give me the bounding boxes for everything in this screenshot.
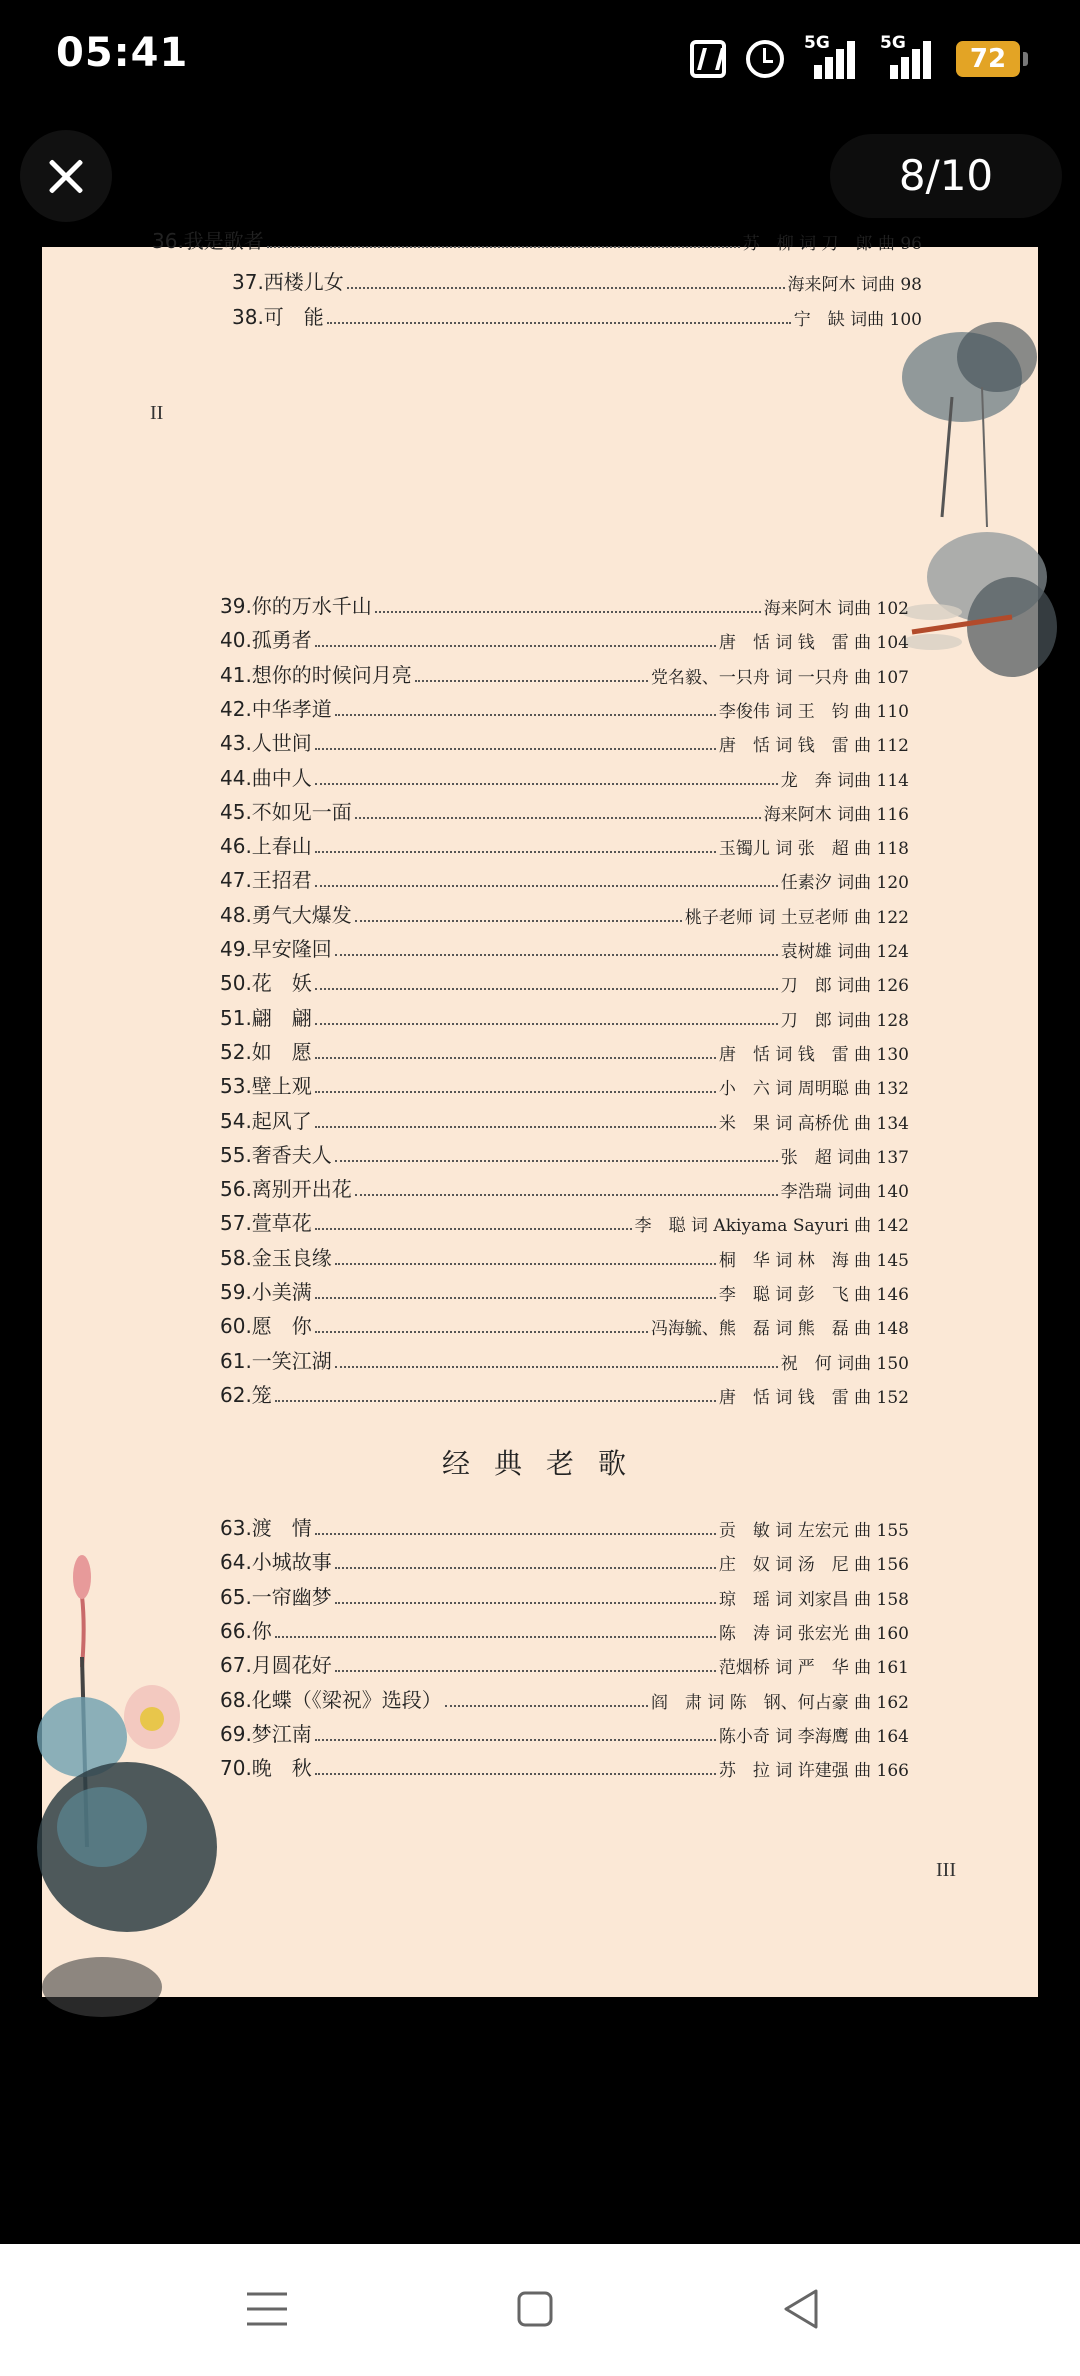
toc-row[interactable]: 46.上春山 玉镯儿 词 张 超 曲 118 (220, 834, 909, 860)
toc-row[interactable]: 39.你的万水千山 海来阿木 词曲 102 (220, 594, 909, 619)
toc-row[interactable]: 62.笼 唐 恬 词 钱 雷 曲 152 (220, 1382, 909, 1408)
system-nav-bar (0, 2244, 1080, 2376)
toc-row[interactable]: 66.你 陈 涛 词 张宏光 曲 160 (220, 1618, 909, 1644)
toc-row-cutoff: 36.我是歌者 苏 柳 词 刀 郎 曲 96 (152, 229, 922, 254)
network-label-2: 5G (880, 33, 906, 53)
menu-icon[interactable] (232, 2274, 302, 2344)
toc-row[interactable]: 65.一帘幽梦 琼 瑶 词 刘家昌 曲 158 (220, 1584, 909, 1610)
document-page[interactable] (42, 229, 1038, 1997)
toc-row[interactable]: 43.人世间 唐 恬 词 钱 雷 曲 112 (220, 731, 909, 757)
nfc-icon (690, 40, 726, 78)
toc-row[interactable]: 40.孤勇者 唐 恬 词 钱 雷 曲 104 (220, 628, 909, 654)
toc-row[interactable]: 51.翩 翩 刀 郎 词曲 128 (220, 1005, 909, 1031)
status-time: 05:41 (56, 30, 189, 76)
toc-row[interactable]: 63.渡 情 贡 敏 词 左宏元 曲 155 (220, 1516, 909, 1541)
toc-row[interactable]: 47.王招君 任素汐 词曲 120 (220, 868, 909, 894)
toc-row[interactable]: 60.愿 你 冯海毓、熊 磊 词 熊 磊 曲 148 (220, 1314, 909, 1340)
alarm-icon (746, 40, 784, 78)
toc-row[interactable]: 70.晚 秋 苏 拉 词 许建强 曲 166 (220, 1756, 909, 1782)
toc-row[interactable]: 57.萱草花 李 聪 词 Akiyama Sayuri 曲 142 (220, 1211, 909, 1237)
toc-row[interactable]: 44.曲中人 龙 奔 词曲 114 (220, 765, 909, 791)
page-number-left: II (150, 402, 164, 424)
signal-icon-2 (880, 33, 936, 79)
network-label-1: 5G (804, 33, 830, 53)
status-icons (690, 34, 1020, 84)
close-button[interactable] (20, 130, 112, 222)
toc-row[interactable]: 59.小美满 李 聪 词 彭 飞 曲 146 (220, 1280, 909, 1305)
toc-row[interactable]: 41.想你的时候问月亮 党名毅、一只舟 词 一只舟 曲 107 (220, 662, 909, 688)
toc-row[interactable]: 48.勇气大爆发 桃子老师 词 土豆老师 曲 122 (220, 902, 909, 928)
toc-row[interactable]: 52.如 愿 唐 恬 词 钱 雷 曲 130 (220, 1039, 909, 1065)
toc-row[interactable]: 56.离别开出花 李浩瑞 词曲 140 (220, 1177, 909, 1203)
lotus-painting-top (892, 267, 1042, 767)
toc-row[interactable]: 49.早安隆回 袁树雄 词曲 124 (220, 937, 909, 962)
status-bar (0, 0, 1080, 120)
lotus-painting-bottom (42, 1547, 242, 1997)
signal-icon-1 (804, 33, 860, 79)
toc-row[interactable]: 68.化蝶（《梁祝》选段） 阎 肃 词 陈 钢、何占豪 曲 162 (220, 1687, 909, 1713)
page-counter: 8/10 (830, 134, 1062, 218)
toc-row[interactable]: 38.可 能 宁 缺 词曲 100 (232, 305, 922, 330)
toc-row[interactable]: 55.奢香夫人 张 超 词曲 137 (220, 1142, 909, 1168)
toc-row[interactable]: 69.梦江南 陈小奇 词 李海鹰 曲 164 (220, 1721, 909, 1747)
toc-row[interactable]: 42.中华孝道 李俊伟 词 王 钧 曲 110 (220, 696, 909, 722)
toc-row[interactable]: 58.金玉良缘 桐 华 词 林 海 曲 145 (220, 1245, 909, 1271)
toc-row[interactable]: 64.小城故事 庄 奴 词 汤 尼 曲 156 (220, 1550, 909, 1576)
battery-icon: 72 (956, 41, 1020, 77)
toc-row[interactable]: 45.不如见一面 海来阿木 词曲 116 (220, 799, 909, 825)
back-icon[interactable] (766, 2274, 836, 2344)
toc-row[interactable]: 67.月圆花好 范烟桥 词 严 华 曲 161 (220, 1653, 909, 1679)
home-icon[interactable] (500, 2274, 570, 2344)
page-number-right: III (936, 1859, 956, 1881)
toc-row[interactable]: 61.一笑江湖 祝 何 词曲 150 (220, 1348, 909, 1374)
toc-row[interactable]: 54.起风了 米 果 词 高桥优 曲 134 (220, 1108, 909, 1134)
toc-row[interactable]: 53.壁上观 小 六 词 周明聪 曲 132 (220, 1074, 909, 1100)
toc-row[interactable]: 50.花 妖 刀 郎 词曲 126 (220, 971, 909, 997)
section-title: 经典老歌 (442, 1447, 651, 1480)
toc-row[interactable]: 37.西楼儿女 海来阿木 词曲 98 (232, 270, 922, 295)
